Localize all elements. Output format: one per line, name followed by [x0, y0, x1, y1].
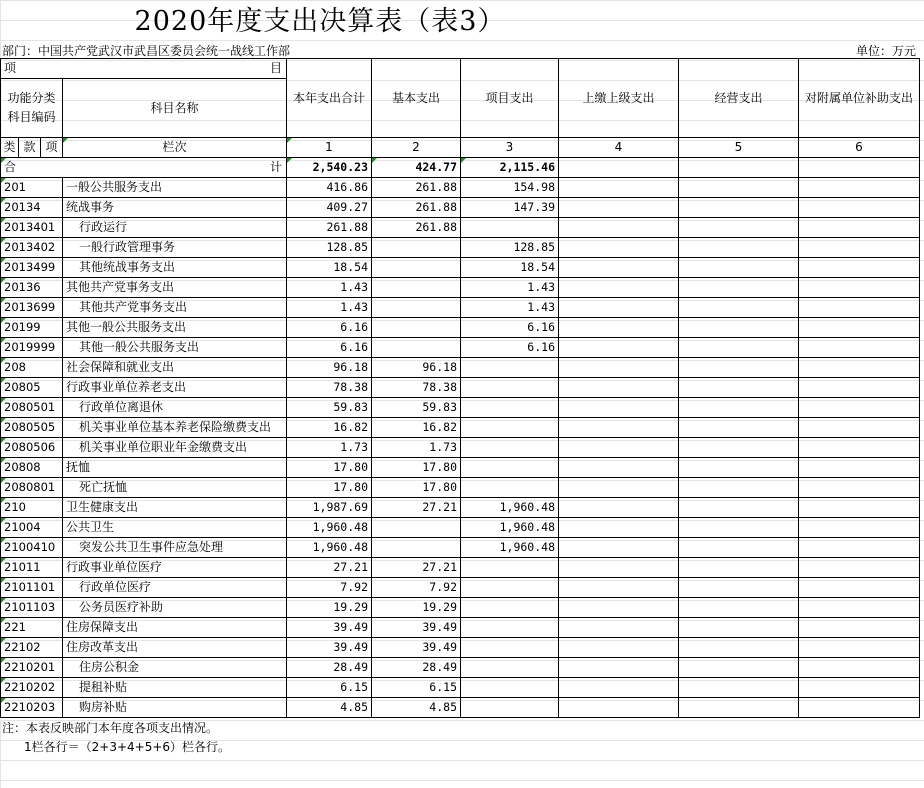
row-value-col-3[interactable] — [461, 578, 559, 598]
row-value-col-4[interactable] — [559, 218, 679, 238]
row-value-col-5[interactable] — [679, 538, 799, 558]
row-value-col-1[interactable]: 416.86 — [287, 178, 372, 198]
row-value-col-2[interactable]: 39.49 — [372, 618, 461, 638]
row-value-col-4[interactable] — [559, 618, 679, 638]
row-value-col-2[interactable]: 261.88 — [372, 198, 461, 218]
row-code[interactable]: 2100410 — [1, 538, 63, 558]
row-subject-name[interactable]: 住房改革支出 — [63, 638, 287, 658]
row-code[interactable]: 2013402 — [1, 238, 63, 258]
header-lanci[interactable]: 栏次 — [63, 138, 287, 158]
row-value-col-5[interactable] — [679, 198, 799, 218]
row-code[interactable]: 208 — [1, 358, 63, 378]
row-value-col-6[interactable] — [799, 578, 920, 598]
row-value-col-2[interactable] — [372, 238, 461, 258]
row-value-col-2[interactable]: 1.73 — [372, 438, 461, 458]
row-code[interactable]: 2080801 — [1, 478, 63, 498]
row-code[interactable]: 2101101 — [1, 578, 63, 598]
table-row — [1, 498, 920, 518]
row-value-col-1[interactable]: 59.83 — [287, 398, 372, 418]
row-subject-name[interactable]: 统战事务 — [63, 198, 287, 218]
row-value-col-4[interactable] — [559, 238, 679, 258]
row-value-col-1[interactable]: 6.16 — [287, 318, 372, 338]
row-value-col-1[interactable]: 39.49 — [287, 638, 372, 658]
row-value-col-5[interactable] — [679, 498, 799, 518]
total-value-6[interactable] — [799, 158, 920, 178]
row-subject-name[interactable]: 死亡抚恤 — [63, 478, 287, 498]
table-row — [1, 678, 920, 698]
row-value-col-4[interactable] — [559, 498, 679, 518]
row-value-col-2[interactable]: 27.21 — [372, 498, 461, 518]
row-value-col-6[interactable] — [799, 198, 920, 218]
row-value-col-6[interactable] — [799, 598, 920, 618]
row-value-col-3[interactable]: 6.16 — [461, 318, 559, 338]
row-value-col-2[interactable]: 17.80 — [372, 458, 461, 478]
row-subject-name[interactable]: 住房公积金 — [63, 658, 287, 678]
row-code[interactable]: 201 — [1, 178, 63, 198]
row-value-col-5[interactable] — [679, 358, 799, 378]
row-code[interactable]: 2013401 — [1, 218, 63, 238]
col-number-4[interactable]: 4 — [559, 138, 679, 158]
row-value-col-1[interactable]: 6.16 — [287, 338, 372, 358]
row-value-col-5[interactable] — [679, 458, 799, 478]
row-value-col-3[interactable] — [461, 698, 559, 718]
total-row — [1, 158, 920, 178]
row-value-col-1[interactable]: 1.43 — [287, 298, 372, 318]
row-value-col-1[interactable]: 17.80 — [287, 458, 372, 478]
row-value-col-4[interactable] — [559, 278, 679, 298]
table-row — [1, 398, 920, 418]
row-value-col-6[interactable] — [799, 178, 920, 198]
row-subject-name[interactable]: 公务员医疗补助 — [63, 598, 287, 618]
row-value-col-6[interactable] — [799, 458, 920, 478]
total-label-cell[interactable] — [1, 158, 287, 178]
row-code[interactable]: 2101103 — [1, 598, 63, 618]
row-value-col-5[interactable] — [679, 598, 799, 618]
row-value-col-1[interactable]: 1,960.48 — [287, 518, 372, 538]
row-value-col-3[interactable]: 1.43 — [461, 298, 559, 318]
table-row — [1, 178, 920, 198]
row-value-col-5[interactable] — [679, 178, 799, 198]
row-value-col-2[interactable]: 59.83 — [372, 398, 461, 418]
row-value-col-6[interactable] — [799, 218, 920, 238]
row-value-col-2[interactable]: 7.92 — [372, 578, 461, 598]
row-subject-name[interactable]: 公共卫生 — [63, 518, 287, 538]
row-value-col-4[interactable] — [559, 538, 679, 558]
row-subject-name[interactable]: 其他一般公共服务支出 — [63, 318, 287, 338]
col-number-2[interactable]: 2 — [372, 138, 461, 158]
header-subject-name[interactable]: 科目名称 — [63, 79, 287, 138]
row-value-col-4[interactable] — [559, 638, 679, 658]
col-number-3[interactable]: 3 — [461, 138, 559, 158]
header-item-right: 目 — [269, 61, 282, 75]
row-code[interactable]: 2210202 — [1, 678, 63, 698]
row-value-col-3[interactable]: 1,960.48 — [461, 518, 559, 538]
table-row — [1, 558, 920, 578]
row-value-col-4[interactable] — [559, 258, 679, 278]
row-value-col-4[interactable] — [559, 338, 679, 358]
row-value-col-6[interactable] — [799, 558, 920, 578]
row-value-col-5[interactable] — [679, 558, 799, 578]
table-row — [1, 198, 920, 218]
header-xiang[interactable]: 项 — [41, 138, 63, 158]
row-code[interactable]: 20134 — [1, 198, 63, 218]
row-value-col-3[interactable] — [461, 218, 559, 238]
row-value-col-2[interactable] — [372, 338, 461, 358]
row-subject-name[interactable]: 行政事业单位养老支出 — [63, 378, 287, 398]
row-value-col-2[interactable] — [372, 278, 461, 298]
row-value-col-4[interactable] — [559, 178, 679, 198]
row-value-col-6[interactable] — [799, 518, 920, 538]
header-item-left: 项 — [4, 61, 17, 75]
total-value-3[interactable]: 2,115.46 — [461, 158, 559, 178]
note-line-2: 1栏各行＝（2+3+4+5+6）栏各行。 — [24, 740, 231, 754]
row-value-col-3[interactable] — [461, 458, 559, 478]
row-value-col-6[interactable] — [799, 318, 920, 338]
table-row — [1, 378, 920, 398]
row-code[interactable]: 20805 — [1, 378, 63, 398]
row-value-col-3[interactable]: 6.16 — [461, 338, 559, 358]
row-value-col-3[interactable]: 147.39 — [461, 198, 559, 218]
row-value-col-6[interactable] — [799, 338, 920, 358]
row-subject-name[interactable]: 突发公共卫生事件应急处理 — [63, 538, 287, 558]
row-value-col-6[interactable] — [799, 618, 920, 638]
row-value-col-5[interactable] — [679, 678, 799, 698]
row-value-col-3[interactable] — [461, 378, 559, 398]
total-value-1[interactable]: 2,540.23 — [287, 158, 372, 178]
header-col-6[interactable]: 对附属单位补助支出 — [799, 59, 920, 138]
row-value-col-6[interactable] — [799, 498, 920, 518]
table-row — [1, 338, 920, 358]
row-code[interactable]: 2080501 — [1, 398, 63, 418]
row-value-col-4[interactable] — [559, 418, 679, 438]
row-value-col-3[interactable] — [461, 358, 559, 378]
row-value-col-3[interactable]: 18.54 — [461, 258, 559, 278]
row-value-col-6[interactable] — [799, 638, 920, 658]
row-value-col-6[interactable] — [799, 418, 920, 438]
row-code[interactable]: 20136 — [1, 278, 63, 298]
row-value-col-3[interactable] — [461, 618, 559, 638]
table-row — [1, 418, 920, 438]
row-value-col-4[interactable] — [559, 478, 679, 498]
row-value-col-4[interactable] — [559, 438, 679, 458]
row-value-col-2[interactable]: 27.21 — [372, 558, 461, 578]
row-subject-name[interactable]: 其他共产党事务支出 — [63, 298, 287, 318]
row-value-col-1[interactable]: 96.18 — [287, 358, 372, 378]
row-value-col-4[interactable] — [559, 198, 679, 218]
row-value-col-1[interactable]: 261.88 — [287, 218, 372, 238]
row-value-col-6[interactable] — [799, 358, 920, 378]
row-value-col-2[interactable]: 17.80 — [372, 478, 461, 498]
row-value-col-6[interactable] — [799, 478, 920, 498]
row-value-col-5[interactable] — [679, 478, 799, 498]
header-kuan[interactable]: 款 — [19, 138, 41, 158]
row-value-col-5[interactable] — [679, 278, 799, 298]
row-value-col-3[interactable] — [461, 558, 559, 578]
row-code[interactable]: 21011 — [1, 558, 63, 578]
row-subject-name[interactable]: 其他统战事务支出 — [63, 258, 287, 278]
row-value-col-5[interactable] — [679, 518, 799, 538]
row-value-col-5[interactable] — [679, 698, 799, 718]
row-value-col-1[interactable]: 7.92 — [287, 578, 372, 598]
row-value-col-2[interactable] — [372, 518, 461, 538]
row-value-col-1[interactable]: 128.85 — [287, 238, 372, 258]
row-value-col-4[interactable] — [559, 358, 679, 378]
row-value-col-1[interactable]: 1,960.48 — [287, 538, 372, 558]
row-subject-name[interactable]: 行政单位医疗 — [63, 578, 287, 598]
row-value-col-1[interactable]: 39.49 — [287, 618, 372, 638]
table-row — [1, 538, 920, 558]
header-func-code[interactable]: 功能分类 科目编码 — [1, 79, 63, 138]
row-value-col-6[interactable] — [799, 698, 920, 718]
row-value-col-2[interactable]: 78.38 — [372, 378, 461, 398]
row-value-col-5[interactable] — [679, 398, 799, 418]
row-value-col-2[interactable]: 19.29 — [372, 598, 461, 618]
row-code[interactable]: 21004 — [1, 518, 63, 538]
row-code[interactable]: 210 — [1, 498, 63, 518]
row-value-col-6[interactable] — [799, 238, 920, 258]
row-value-col-6[interactable] — [799, 278, 920, 298]
row-value-col-1[interactable]: 17.80 — [287, 478, 372, 498]
row-value-col-3[interactable]: 1,960.48 — [461, 498, 559, 518]
row-code[interactable]: 2080505 — [1, 418, 63, 438]
page-title: 2020年度支出决算表（表3） — [134, 6, 506, 37]
row-value-col-1[interactable]: 16.82 — [287, 418, 372, 438]
header-col-4[interactable]: 上缴上级支出 — [559, 59, 679, 138]
row-value-col-5[interactable] — [679, 238, 799, 258]
row-value-col-5[interactable] — [679, 318, 799, 338]
row-value-col-2[interactable]: 96.18 — [372, 358, 461, 378]
row-value-col-2[interactable]: 6.15 — [372, 678, 461, 698]
row-value-col-2[interactable]: 28.49 — [372, 658, 461, 678]
row-code[interactable]: 2013499 — [1, 258, 63, 278]
row-value-col-6[interactable] — [799, 438, 920, 458]
row-value-col-1[interactable]: 78.38 — [287, 378, 372, 398]
row-value-col-2[interactable] — [372, 318, 461, 338]
row-value-col-4[interactable] — [559, 698, 679, 718]
total-value-2[interactable]: 424.77 — [372, 158, 461, 178]
row-subject-name[interactable]: 一般行政管理事务 — [63, 238, 287, 258]
header-col-5[interactable]: 经营支出 — [679, 59, 799, 138]
table-row — [1, 318, 920, 338]
row-value-col-2[interactable]: 4.85 — [372, 698, 461, 718]
row-value-col-4[interactable] — [559, 298, 679, 318]
row-value-col-3[interactable] — [461, 678, 559, 698]
row-value-col-2[interactable]: 261.88 — [372, 218, 461, 238]
row-value-col-6[interactable] — [799, 538, 920, 558]
row-value-col-1[interactable]: 1.73 — [287, 438, 372, 458]
table-row — [1, 438, 920, 458]
table-row — [1, 518, 920, 538]
row-value-col-4[interactable] — [559, 658, 679, 678]
table-row — [1, 458, 920, 478]
header-col-3[interactable]: 项目支出 — [461, 59, 559, 138]
row-code[interactable]: 2080506 — [1, 438, 63, 458]
row-value-col-3[interactable] — [461, 438, 559, 458]
table-row — [1, 478, 920, 498]
row-subject-name[interactable]: 行政运行 — [63, 218, 287, 238]
row-value-col-3[interactable]: 1,960.48 — [461, 538, 559, 558]
row-value-col-4[interactable] — [559, 458, 679, 478]
row-value-col-3[interactable] — [461, 638, 559, 658]
row-value-col-6[interactable] — [799, 398, 920, 418]
row-subject-name[interactable]: 住房保障支出 — [63, 618, 287, 638]
row-value-col-3[interactable]: 1.43 — [461, 278, 559, 298]
total-label-left: 合 — [4, 160, 17, 174]
header-row-item — [1, 59, 920, 79]
col-number-6[interactable]: 6 — [799, 138, 920, 158]
row-value-col-5[interactable] — [679, 218, 799, 238]
row-value-col-3[interactable] — [461, 658, 559, 678]
total-label-right: 计 — [269, 160, 282, 174]
table-row — [1, 598, 920, 618]
row-value-col-3[interactable] — [461, 418, 559, 438]
row-value-col-1[interactable]: 18.54 — [287, 258, 372, 278]
row-code[interactable]: 20199 — [1, 318, 63, 338]
row-value-col-4[interactable] — [559, 558, 679, 578]
row-code[interactable]: 2210201 — [1, 658, 63, 678]
table-row — [1, 698, 920, 718]
col-number-5[interactable]: 5 — [679, 138, 799, 158]
expenditure-table — [0, 58, 920, 718]
row-value-col-3[interactable]: 128.85 — [461, 238, 559, 258]
table-row — [1, 358, 920, 378]
row-subject-name[interactable]: 其他共产党事务支出 — [63, 278, 287, 298]
row-value-col-6[interactable] — [799, 378, 920, 398]
header-col-1[interactable]: 本年支出合计 — [287, 59, 372, 138]
row-code[interactable]: 22102 — [1, 638, 63, 658]
row-value-col-2[interactable] — [372, 298, 461, 318]
row-value-col-6[interactable] — [799, 658, 920, 678]
col-number-1[interactable]: 1 — [287, 138, 372, 158]
row-value-col-1[interactable]: 19.29 — [287, 598, 372, 618]
row-value-col-1[interactable]: 6.15 — [287, 678, 372, 698]
table-row — [1, 258, 920, 278]
row-code[interactable]: 2019999 — [1, 338, 63, 358]
header-lei[interactable]: 类 — [1, 138, 19, 158]
row-value-col-5[interactable] — [679, 338, 799, 358]
row-code[interactable]: 2210203 — [1, 698, 63, 718]
table-row — [1, 238, 920, 258]
row-value-col-5[interactable] — [679, 378, 799, 398]
row-value-col-5[interactable] — [679, 618, 799, 638]
row-value-col-4[interactable] — [559, 518, 679, 538]
row-value-col-2[interactable]: 261.88 — [372, 178, 461, 198]
row-value-col-3[interactable]: 154.98 — [461, 178, 559, 198]
row-value-col-1[interactable]: 27.21 — [287, 558, 372, 578]
row-value-col-4[interactable] — [559, 318, 679, 338]
row-value-col-6[interactable] — [799, 678, 920, 698]
row-value-col-5[interactable] — [679, 298, 799, 318]
total-value-4[interactable] — [559, 158, 679, 178]
header-row-lanci — [1, 138, 920, 158]
table-row — [1, 218, 920, 238]
row-subject-name[interactable]: 一般公共服务支出 — [63, 178, 287, 198]
row-value-col-5[interactable] — [679, 418, 799, 438]
row-value-col-1[interactable]: 28.49 — [287, 658, 372, 678]
header-col-2[interactable]: 基本支出 — [372, 59, 461, 138]
row-subject-name[interactable]: 购房补贴 — [63, 698, 287, 718]
row-value-col-4[interactable] — [559, 678, 679, 698]
row-value-col-3[interactable] — [461, 398, 559, 418]
row-value-col-6[interactable] — [799, 298, 920, 318]
row-value-col-5[interactable] — [679, 258, 799, 278]
table-row — [1, 658, 920, 678]
row-subject-name[interactable]: 机关事业单位基本养老保险缴费支出 — [63, 418, 287, 438]
department-label: 部门：中国共产党武汉市武昌区委员会统一战线工作部 — [2, 44, 291, 58]
unit-label: 单位：万元 — [855, 44, 916, 58]
row-value-col-2[interactable]: 39.49 — [372, 638, 461, 658]
row-value-col-3[interactable] — [461, 598, 559, 618]
row-value-col-4[interactable] — [559, 598, 679, 618]
row-value-col-3[interactable] — [461, 478, 559, 498]
table-row — [1, 618, 920, 638]
row-code[interactable]: 221 — [1, 618, 63, 638]
row-subject-name[interactable]: 行政事业单位医疗 — [63, 558, 287, 578]
table-row — [1, 578, 920, 598]
row-value-col-1[interactable]: 1,987.69 — [287, 498, 372, 518]
row-value-col-1[interactable]: 1.43 — [287, 278, 372, 298]
row-value-col-5[interactable] — [679, 638, 799, 658]
row-value-col-2[interactable]: 16.82 — [372, 418, 461, 438]
row-value-col-4[interactable] — [559, 398, 679, 418]
row-value-col-5[interactable] — [679, 658, 799, 678]
row-value-col-4[interactable] — [559, 378, 679, 398]
row-subject-name[interactable]: 其他一般公共服务支出 — [63, 338, 287, 358]
row-value-col-5[interactable] — [679, 578, 799, 598]
row-value-col-4[interactable] — [559, 578, 679, 598]
row-subject-name[interactable]: 机关事业单位职业年金缴费支出 — [63, 438, 287, 458]
table-row — [1, 638, 920, 658]
row-code[interactable]: 20808 — [1, 458, 63, 478]
note-line-1: 注：本表反映部门本年度各项支出情况。 — [2, 721, 219, 735]
row-value-col-2[interactable] — [372, 538, 461, 558]
row-value-col-1[interactable]: 4.85 — [287, 698, 372, 718]
header-item-cell[interactable] — [1, 59, 287, 79]
row-value-col-2[interactable] — [372, 258, 461, 278]
row-subject-name[interactable]: 行政单位离退休 — [63, 398, 287, 418]
row-subject-name[interactable]: 卫生健康支出 — [63, 498, 287, 518]
row-subject-name[interactable]: 抚恤 — [63, 458, 287, 478]
row-value-col-1[interactable]: 409.27 — [287, 198, 372, 218]
row-subject-name[interactable]: 提租补贴 — [63, 678, 287, 698]
row-subject-name[interactable]: 社会保障和就业支出 — [63, 358, 287, 378]
row-value-col-6[interactable] — [799, 258, 920, 278]
row-value-col-5[interactable] — [679, 438, 799, 458]
total-value-5[interactable] — [679, 158, 799, 178]
table-row — [1, 278, 920, 298]
table-row — [1, 298, 920, 318]
row-code[interactable]: 2013699 — [1, 298, 63, 318]
